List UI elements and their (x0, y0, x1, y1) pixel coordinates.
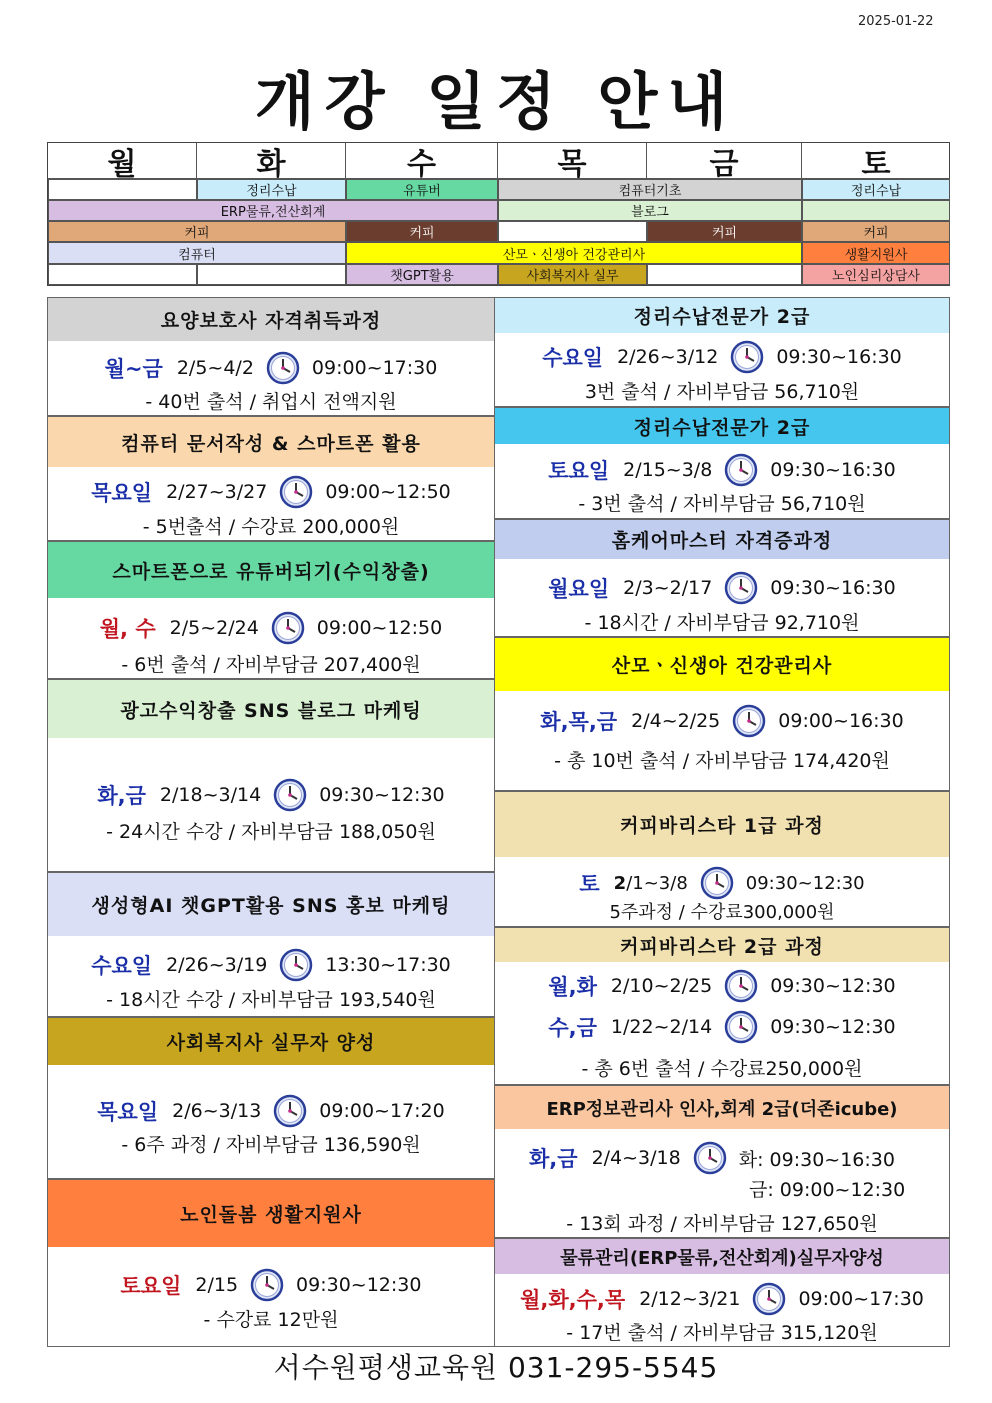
course-title: 생성형AI 챗GPT활용 SNS 홍보 마케팅 (48, 873, 494, 936)
course-days: 월, 수 (99, 617, 156, 641)
course-period: 2/4~2/25 (631, 710, 721, 732)
clock-icon (693, 1141, 727, 1175)
course-title: 노인돌봄 생활지원사 (48, 1180, 494, 1247)
slot-coffee: 커피 (48, 221, 346, 242)
course-days: 월요일 (548, 577, 610, 601)
course-time: 09:30~12:30 (770, 1016, 896, 1038)
course-schedule (495, 1279, 949, 1319)
course-days: 토요일 (548, 459, 610, 483)
course-period: 2/15~3/8 (623, 459, 713, 481)
course-time: 09:00~17:20 (319, 1100, 445, 1122)
clock-icon (730, 340, 764, 374)
slot-computer-basic: 컴퓨터기초 (498, 179, 802, 200)
slot-organize-sat: 정리수납 (802, 179, 950, 200)
day-mon: 월 (48, 143, 197, 179)
clock-icon (279, 948, 313, 982)
course-period: 2/4~3/18 (591, 1147, 681, 1169)
slot-coffee-fri: 커피 (647, 221, 802, 242)
course-organize-wed (494, 297, 950, 407)
course-days: 월,화 (548, 975, 597, 999)
slot-erp: ERP물류,전산회계 (48, 200, 498, 221)
clock-icon (266, 351, 300, 385)
course-days: 토 (579, 872, 600, 896)
course-title: 커피바리스타 2급 과정 (495, 928, 949, 962)
course-days: 화,목,금 (540, 710, 618, 734)
clock-icon (724, 969, 758, 1003)
course-note: - 18시간 / 자비부담금 92,710원 (584, 611, 860, 634)
course-note: - 40번 출석 / 취업시 전액지원 (145, 390, 397, 413)
course-schedule (495, 1138, 949, 1178)
course-period: /1~3/8 (626, 872, 688, 894)
course-title: 정리수납전문가 2급 (495, 408, 949, 444)
course-time: 09:00~17:30 (798, 1288, 924, 1310)
course-title: 물류관리(ERP물류,전산회계)실무자양성 (495, 1239, 949, 1274)
footer-contact: 서수원평생교육원 031-295-5545 (273, 1351, 719, 1384)
course-schedule (48, 472, 494, 512)
course-title: ERP정보관리사 인사,회계 2급(더존icube) (495, 1086, 949, 1129)
course-schedule (495, 863, 949, 903)
clock-icon (752, 1282, 786, 1316)
course-social-work (47, 1017, 495, 1179)
course-period: 2/5~4/2 (176, 357, 254, 379)
course-barista-2 (494, 927, 950, 1085)
slot-empty (498, 221, 647, 242)
course-note: - 총 6번 출석 / 수강료250,000원 (581, 1057, 863, 1080)
course-days: 화,금 (97, 784, 146, 808)
course-title: 스마트폰으로 유튜버되기(수익창출) (48, 542, 494, 598)
day-thu: 목 (498, 143, 647, 179)
course-note: 3번 출석 / 자비부담금 56,710원 (584, 380, 860, 403)
day-tue: 화 (197, 143, 346, 179)
course-note: - 13회 과정 / 자비부담금 127,650원 (566, 1212, 878, 1235)
course-schedule (48, 348, 494, 388)
course-note: - 6번 출석 / 자비부담금 207,400원 (121, 653, 421, 676)
course-time: 화: 09:30~16:30 (738, 1148, 895, 1171)
course-schedule (48, 945, 494, 985)
clock-icon (732, 704, 766, 738)
course-schedule (495, 701, 949, 741)
slot-coffee-sat: 커피 (802, 221, 950, 242)
day-fri: 금 (647, 143, 802, 179)
clock-icon (250, 1268, 284, 1302)
clock-icon (700, 866, 734, 900)
slot-chatgpt: 챗GPT활용 (346, 264, 498, 285)
course-period: 2/18~3/14 (159, 784, 262, 806)
course-schedule-2 (495, 1007, 949, 1047)
course-title: 요양보호사 자격취득과정 (48, 298, 494, 341)
course-schedule (48, 775, 494, 815)
slot-empty (647, 264, 802, 285)
slot-blog: 블로그 (498, 200, 802, 221)
course-time: 09:00~12:50 (316, 617, 443, 639)
course-title: 커피바리스타 1급 과정 (495, 792, 949, 857)
course-days: 월,화,수,목 (520, 1288, 626, 1312)
course-barista-1 (494, 791, 950, 927)
slot-social-work: 사회복지사 실무 (498, 264, 647, 285)
course-schedule (495, 568, 949, 608)
course-period: 2/10~2/25 (610, 975, 713, 997)
course-title: 홈케어마스터 자격증과정 (495, 520, 949, 559)
course-title: 산모ㆍ신생아 건강관리사 (495, 638, 949, 691)
slot-coffee-wed: 커피 (346, 221, 498, 242)
course-days: 토요일 (120, 1274, 182, 1298)
slot-postnatal: 산모ㆍ신생아 건강관리사 (346, 242, 802, 264)
slot-computer: 컴퓨터 (48, 242, 346, 264)
course-time: 09:30~12:30 (319, 784, 445, 806)
slot-empty (197, 264, 346, 285)
course-time: 09:30~16:30 (770, 459, 896, 481)
page-title: 개강 일정 안내 (254, 65, 738, 138)
course-logistics (494, 1238, 950, 1347)
course-caregiver (47, 297, 495, 416)
course-time-2: 금: 09:00~12:30 (749, 1178, 906, 1201)
slot-empty (48, 179, 197, 200)
course-schedule (495, 337, 949, 377)
course-note: - 수강료 12만원 (203, 1308, 339, 1331)
course-days: 화,금 (529, 1147, 578, 1171)
course-period: 2/6~3/13 (172, 1100, 262, 1122)
course-note: - 총 10번 출석 / 자비부담금 174,420원 (554, 749, 890, 772)
course-days: 목요일 (97, 1100, 159, 1124)
course-days: 목요일 (91, 481, 153, 505)
course-period-bold: 2 (613, 872, 627, 894)
course-days: 월~금 (104, 357, 163, 381)
slot-empty (802, 200, 950, 221)
day-sat: 토 (802, 143, 950, 179)
course-youtuber (47, 541, 495, 679)
course-period: 2/26~3/12 (617, 346, 719, 368)
course-title: 광고수익창출 SNS 블로그 마케팅 (48, 680, 494, 738)
course-time: 09:30~12:30 (745, 872, 865, 894)
slot-life-support: 생활지원사 (802, 242, 950, 264)
course-schedule (495, 450, 949, 490)
course-time: 09:00~16:30 (778, 710, 904, 732)
course-postnatal (494, 637, 950, 791)
course-days: 수요일 (542, 346, 604, 370)
clock-icon (724, 571, 758, 605)
course-title: 정리수납전문가 2급 (495, 298, 949, 333)
course-blog (47, 679, 495, 872)
course-chatgpt (47, 872, 495, 1017)
course-schedule (48, 1265, 494, 1305)
clock-icon (271, 611, 305, 645)
course-time: 09:00~17:30 (311, 357, 438, 379)
course-note: 5주과정 / 수강료300,000원 (609, 902, 835, 923)
course-period: 2/15 (195, 1274, 239, 1296)
clock-icon (279, 475, 313, 509)
course-note: - 3번 출석 / 자비부담금 56,710원 (578, 492, 866, 515)
course-erp-hr (494, 1085, 950, 1238)
course-time: 09:30~12:30 (770, 975, 896, 997)
slot-organize: 정리수납 (197, 179, 346, 200)
course-schedule (495, 966, 949, 1006)
course-schedule (48, 608, 494, 648)
course-time: 09:30~12:30 (296, 1274, 422, 1296)
course-period: 2/3~2/17 (623, 577, 713, 599)
course-computer-doc (47, 416, 495, 541)
slot-youtuber: 유튜버 (346, 179, 498, 200)
course-time: 09:30~16:30 (776, 346, 902, 368)
course-time: 13:30~17:30 (325, 954, 451, 976)
date: 2025-01-22 (858, 14, 934, 29)
slot-empty (48, 264, 197, 285)
course-days: 수요일 (91, 954, 153, 978)
course-note: - 24시간 수강 / 자비부담금 188,050원 (106, 820, 436, 843)
course-title: 사회복지사 실무자 양성 (48, 1018, 494, 1065)
course-title: 컴퓨터 문서작성 & 스마트폰 활용 (48, 417, 494, 467)
day-wed: 수 (346, 143, 498, 179)
course-note: - 6주 과정 / 자비부담금 136,590원 (121, 1133, 421, 1156)
slot-elder-counsel: 노인심리상담사 (802, 264, 950, 285)
course-homecare (494, 519, 950, 637)
course-note: - 5번출석 / 수강료 200,000원 (142, 515, 400, 538)
course-period: 1/22~2/14 (610, 1016, 713, 1038)
course-note: - 17번 출석 / 자비부담금 315,120원 (566, 1321, 878, 1344)
course-period: 2/27~3/27 (166, 481, 268, 503)
course-life-support (47, 1179, 495, 1347)
course-period: 2/26~3/19 (166, 954, 268, 976)
clock-icon (273, 778, 307, 812)
course-period: 2/5~2/24 (169, 617, 259, 639)
course-note: - 18시간 수강 / 자비부담금 193,540원 (106, 988, 436, 1011)
clock-icon (724, 1010, 758, 1044)
weekly-schedule (47, 142, 950, 286)
course-time: 09:30~16:30 (770, 577, 896, 599)
course-period: 2/12~3/21 (639, 1288, 741, 1310)
course-schedule (48, 1091, 494, 1131)
course-days: 수,금 (548, 1016, 597, 1040)
clock-icon (724, 453, 758, 487)
clock-icon (273, 1094, 307, 1128)
course-organize-sat (494, 407, 950, 519)
course-time: 09:00~12:50 (325, 481, 451, 503)
